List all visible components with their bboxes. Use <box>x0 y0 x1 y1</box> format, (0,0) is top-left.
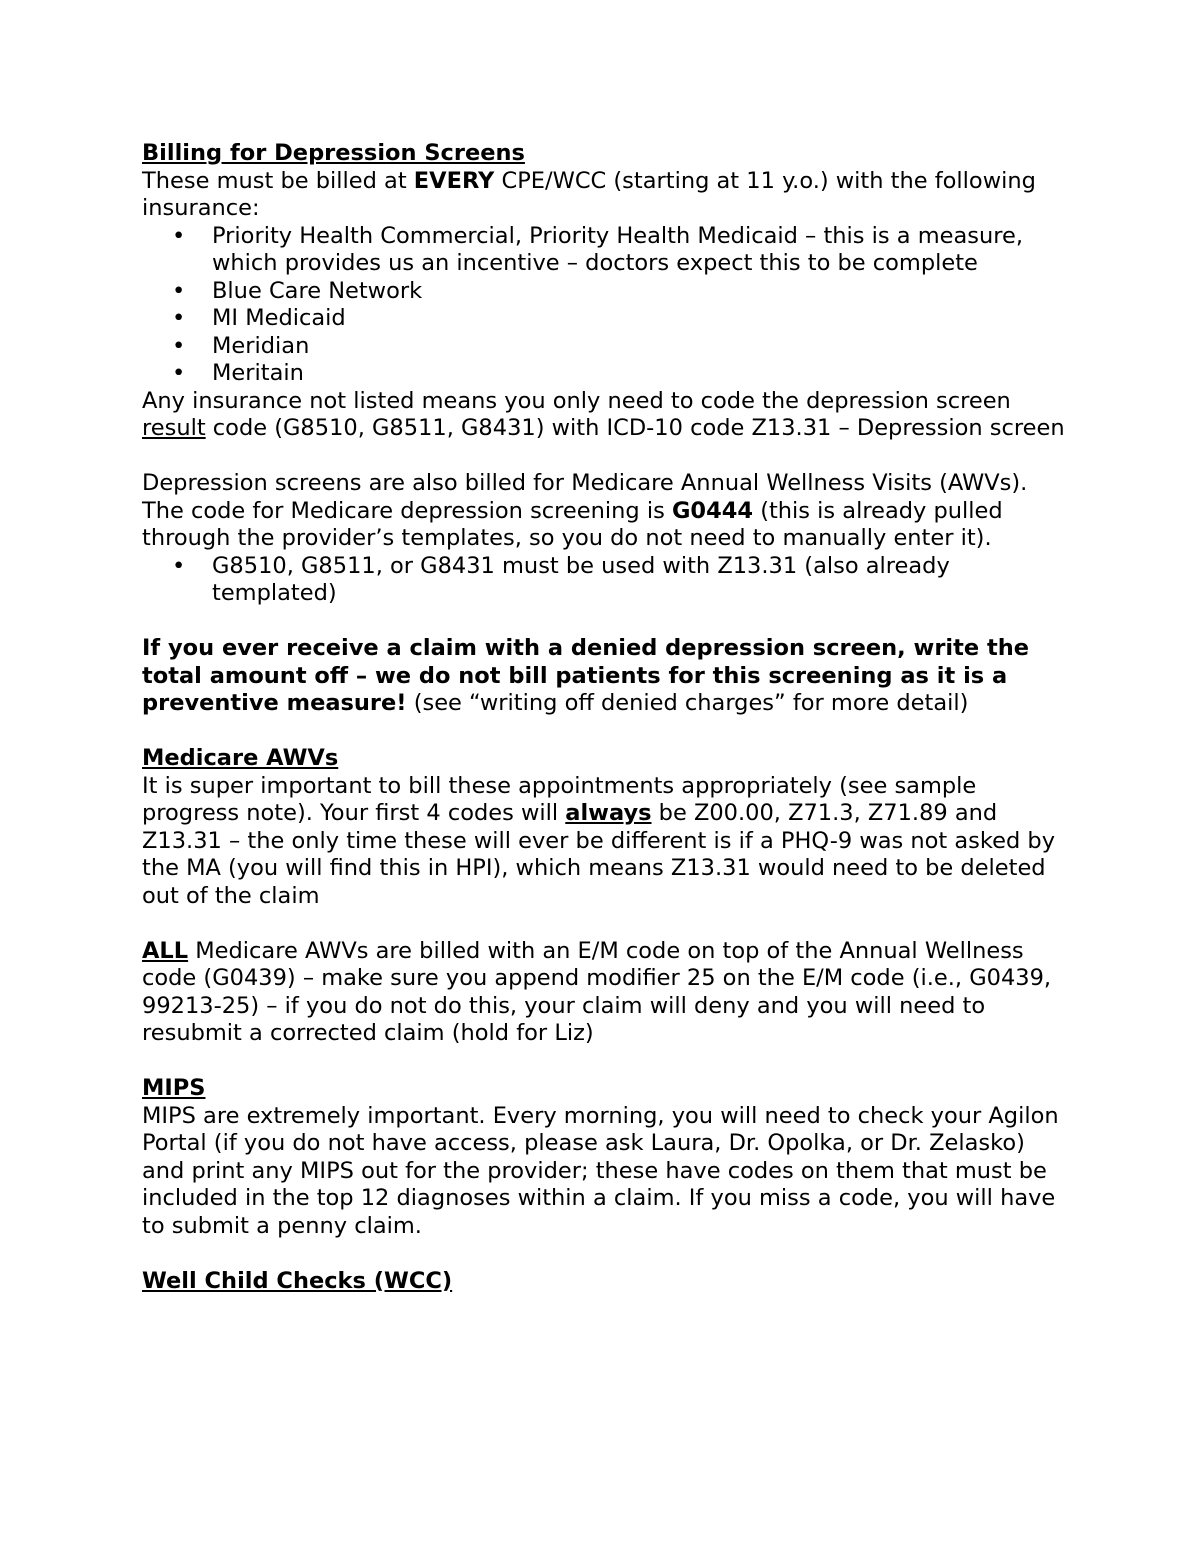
list-item-text: Priority Health Commercial, Priority Health Medicaid – this is a measure, which provides us an incentive – doctors expect this to be complete <box>212 222 1023 276</box>
awv-text-b: be Z00.00, Z71.3, Z71.89 and Z13.31 – the only time these will ever be different is if a PHQ-9 was not asked by the MA (you will find this in HPI), which means Z13.31 would need to be deleted out of the claim <box>142 800 1056 909</box>
mips-paragraph: MIPS are extremely important. Every morning, you will need to check your Agilon Portal (if you do not have access, please ask Laura, Dr. Opolka, or Dr. Zelasko) and print any MIPS out for the provider; these have codes on them that must be included in the top 12 diagnoses within a claim. If you miss a code, you will have to submit a penny claim. <box>142 1102 1059 1239</box>
bullet-icon: • <box>172 277 186 304</box>
heading-well-child-checks: Well Child Checks (WCC) <box>142 1267 453 1294</box>
list-item <box>142 223 1072 278</box>
insurer-list <box>142 223 1072 388</box>
spacer <box>142 1240 1072 1268</box>
awv-em-paragraph <box>142 938 1072 1048</box>
unlisted-insurance-note <box>142 388 1072 443</box>
denied-emphasis: If you ever receive a claim with a denied depression screen, write the total amount off – we do not bill patients for this screening as it is a preventive measure! <box>142 635 1030 716</box>
list-item-text: Meridian <box>212 332 310 359</box>
note-text-a: Any insurance not listed means you only need to code the depression screen <box>142 387 1011 414</box>
intro-text-a: These must be billed at <box>142 167 414 194</box>
spacer <box>142 718 1072 746</box>
intro-paragraph <box>142 168 1072 223</box>
awv-all-emphasis: ALL <box>142 937 189 964</box>
heading-mips: MIPS <box>142 1075 206 1101</box>
bullet-icon: • <box>172 332 186 359</box>
medicare-depression-paragraph <box>142 470 1072 553</box>
awv-em-text: Medicare AWVs are billed with an E/M code on top of the Annual Wellness code (G0439) – make sure you append modifier 25 on the E/M code (i.e., G0439, 99213-25) – if you do not do this, your claim will deny and you will need to resubmit a corrected claim (hold for Liz) <box>142 937 1052 1046</box>
list-item-text: MI Medicaid <box>212 305 346 331</box>
note-text-b: code (G8510, G8511, G8431) with ICD-10 code Z13.31 – Depression screen <box>205 415 1065 441</box>
denied-text: (see “writing off denied charges” for more detail) <box>406 690 969 716</box>
bullet-icon: • <box>172 552 186 579</box>
bullet-icon: • <box>172 305 186 331</box>
intro-text-b: CPE/WCC (starting at 11 y.o.) with the following insurance: <box>142 167 1036 221</box>
spacer <box>142 1048 1072 1076</box>
list-item-text: Meritain <box>212 360 304 386</box>
list-item <box>142 360 1072 388</box>
awv-text-a: It is super important to bill these appointments appropriately (see sample progress note). Your first 4 codes will <box>142 772 977 826</box>
spacer <box>142 608 1072 636</box>
list-item <box>142 305 1072 333</box>
awv-emphasis: always <box>565 800 652 826</box>
denied-screen-paragraph <box>142 635 1072 718</box>
bullet-icon: • <box>172 222 186 249</box>
spacer <box>142 443 1072 471</box>
document-page <box>142 140 1072 1295</box>
medicare-text-b: (this is already pulled through the provider’s templates, so you do not need to manually enter it). <box>142 497 1003 551</box>
spacer <box>142 910 1072 938</box>
list-item <box>142 333 1072 361</box>
note-underline: result <box>142 415 206 441</box>
heading-depression-screens: Billing for Depression Screens <box>142 140 525 166</box>
awv-codes-paragraph <box>142 773 1072 911</box>
heading-medicare-awvs: Medicare AWVs <box>142 745 339 771</box>
intro-emphasis: EVERY <box>413 167 495 194</box>
list-item-text: Blue Care Network <box>212 277 423 304</box>
medicare-text-a: Depression screens are also billed for Medicare Annual Wellness Visits (AWVs). The code for Medicare depression screening is <box>142 470 1028 524</box>
list-item <box>142 553 1072 608</box>
list-item-text: G8510, G8511, or G8431 must be used with Z13.31 (also already templated) <box>212 552 950 606</box>
list-item <box>142 278 1072 306</box>
medicare-code: G0444 <box>671 497 754 524</box>
bullet-icon: • <box>172 360 186 386</box>
medicare-bullet-list <box>142 553 1072 608</box>
